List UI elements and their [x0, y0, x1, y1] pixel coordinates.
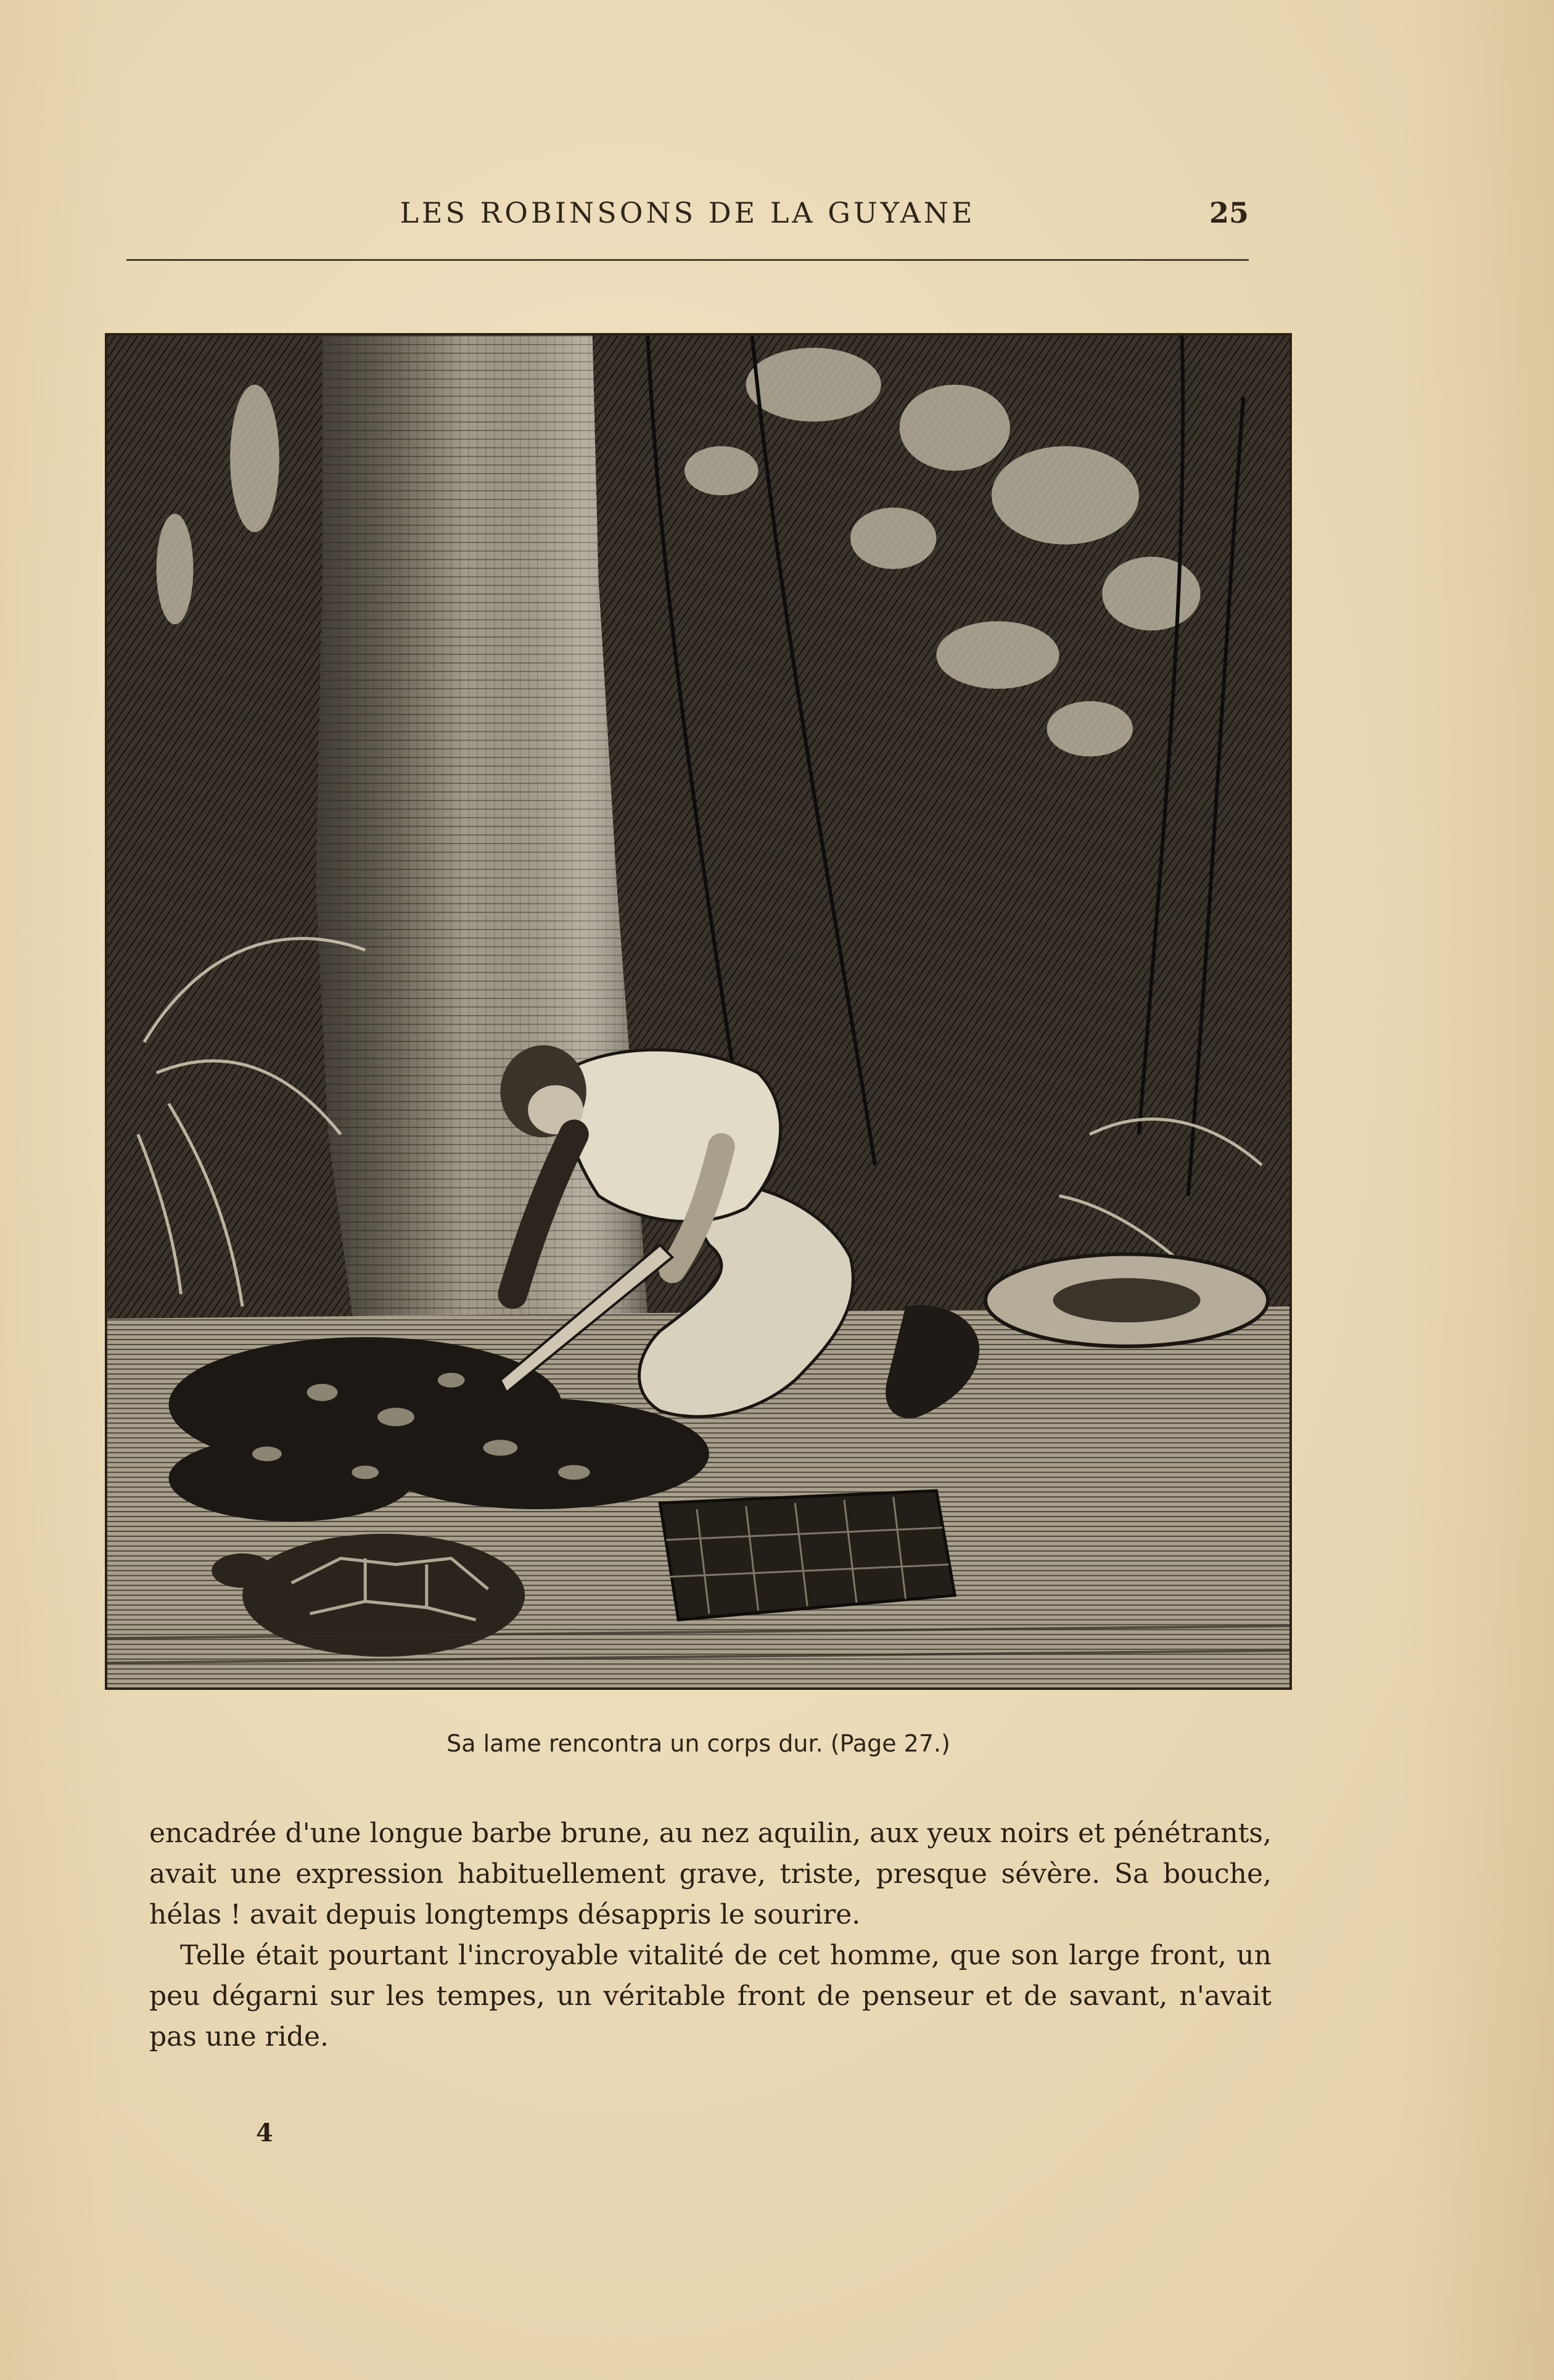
header-rule	[126, 259, 1249, 261]
page-number: 25	[1209, 196, 1249, 229]
running-head	[126, 196, 1249, 239]
signature-mark: 4	[256, 2119, 273, 2147]
illustration-caption: Sa lame rencontra un corps dur. (Page 27.)	[446, 1730, 950, 1757]
paragraph: Telle était pourtant l'incroyable vitalité de cet homme, que son large front, un peu dégarni sur les tempes, un véritable front de penseur et de savant, n'avait pas une ride.	[149, 1940, 1272, 2053]
engraving-forest-man-kneeling-icon	[107, 336, 1289, 1687]
body-text	[149, 1813, 1272, 2057]
paragraph: encadrée d'une longue barbe brune, au nez aquilin, aux yeux noirs et pénétrants, avait une expression habituellement grave, triste, presque sévère. Sa bouche, hélas ! avait depuis longtemps désappris le sourire.	[149, 1818, 1272, 1930]
engraving-illustration	[105, 333, 1292, 1690]
running-title: LES ROBINSONS DE LA GUYANE	[400, 196, 976, 229]
